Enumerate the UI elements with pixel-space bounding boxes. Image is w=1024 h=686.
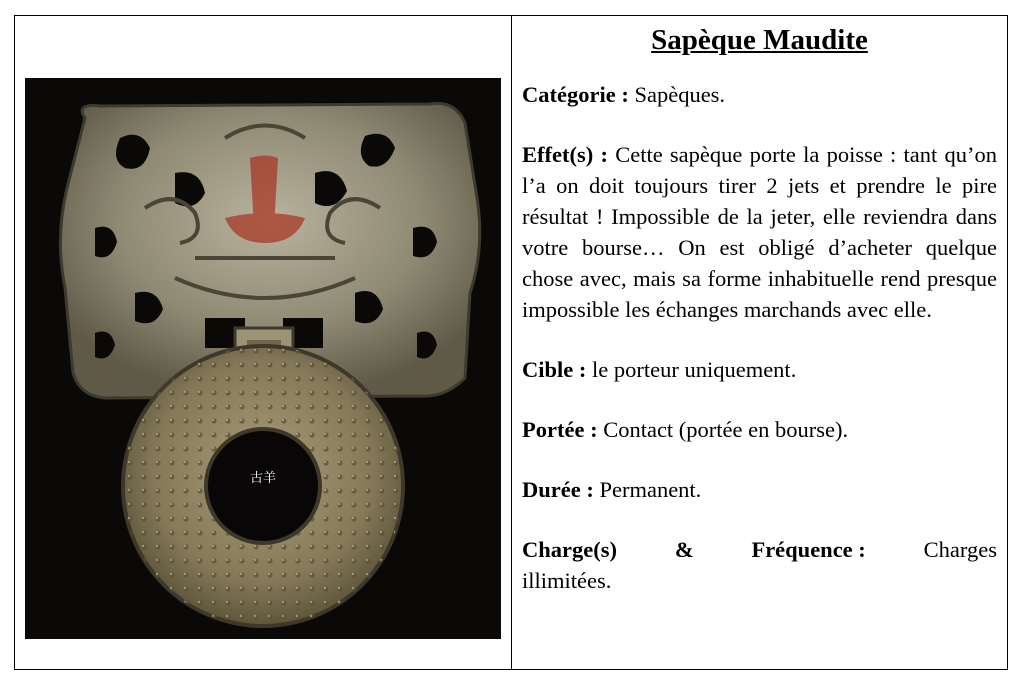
effet-value: Cette sapèque porte la poisse : tant qu’on l’a on doit toujours tirer 2 jets et prendre le pire résultat ! Impossible de la jeter, elle reviendra dans votre bourse… On est obligé d’acheter quelque chose avec, mais sa forme inhabituelle rend presque impossible les échanges marchands avec elle. [522,142,998,322]
text-panel [512,16,1007,669]
card-title: Sapèque Maudite [651,24,868,56]
charges-row [522,534,997,596]
effet-label: Effet(s) : [522,142,608,167]
effet-row [522,139,997,325]
item-card [14,15,1008,670]
charges-value-a: Charges [923,537,997,562]
categorie-row [522,79,997,110]
jade-artifact-image [25,78,501,639]
portee-label: Portée : [522,417,598,442]
portee-value: Contact (portée en bourse). [603,417,849,442]
portee-row [522,414,997,445]
charges-label-a: Charge(s) [522,537,617,562]
charges-label-b: & [674,537,694,562]
categorie-value: Sapèques. [634,82,726,107]
jade-artifact-illustration [25,78,501,639]
charges-value-b: illimitées. [522,568,612,593]
cible-label: Cible : [522,357,587,382]
duree-value: Permanent. [599,477,702,502]
duree-label: Durée : [522,477,594,502]
image-panel [15,16,512,669]
cible-row [522,354,997,385]
charges-label-c: Fréquence : [751,537,866,562]
duree-row [522,474,997,505]
image-caption: 古羊 [249,471,277,486]
categorie-label: Catégorie : [522,82,629,107]
cible-value: le porteur uniquement. [592,357,797,382]
